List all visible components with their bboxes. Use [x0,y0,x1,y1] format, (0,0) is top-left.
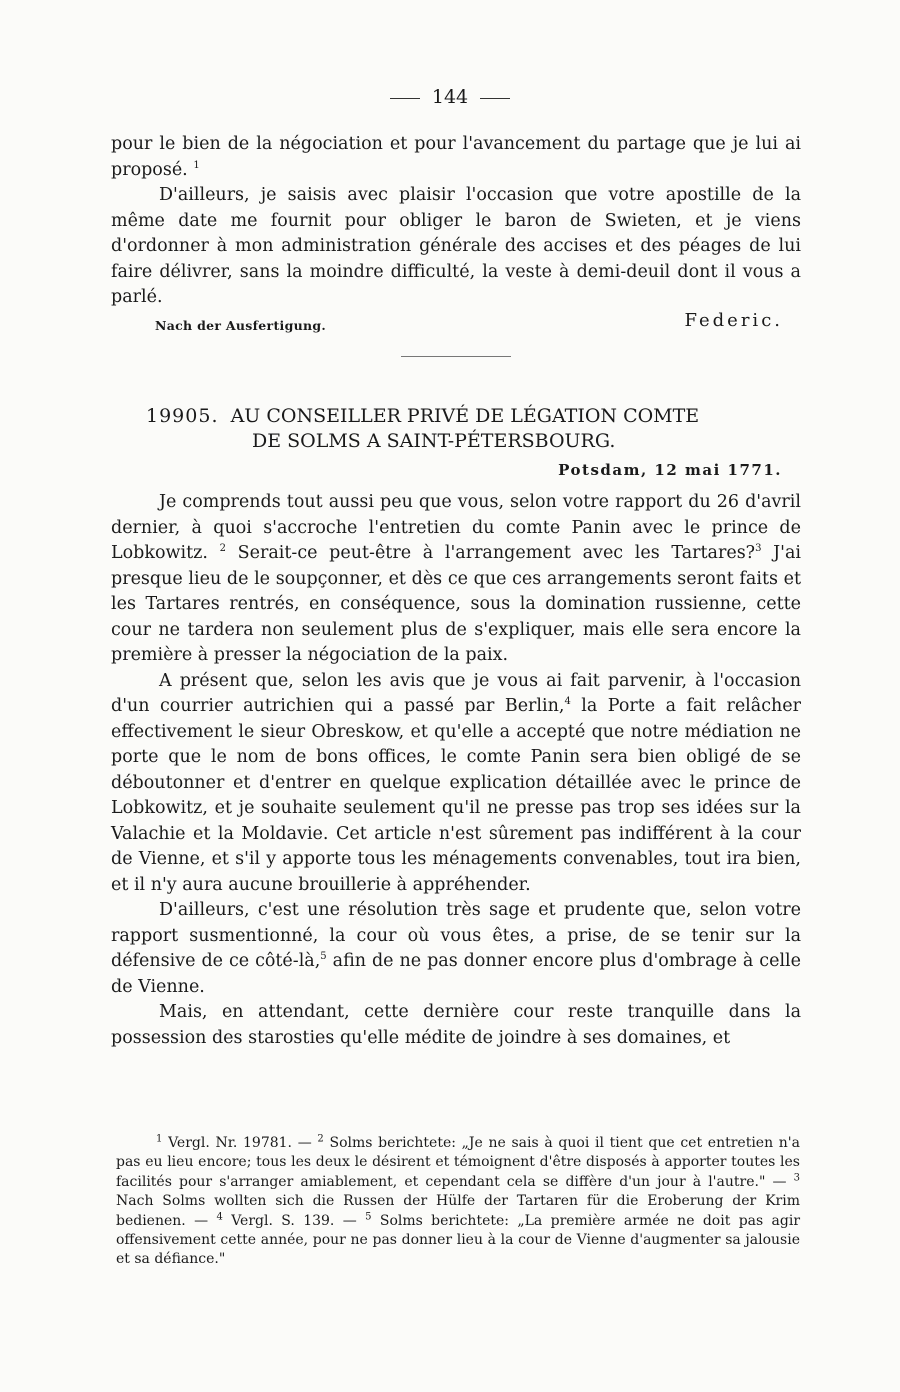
footnote-number: 5 [365,1210,372,1222]
section-divider [401,356,511,357]
footnote-marker: 1 [193,159,200,171]
footnote-number: 4 [216,1210,223,1222]
paragraph: D'ailleurs, je saisis avec plaisir l'occasion que votre apostille de la même date me fournit pour obliger le baron de Swieten, et je viens d'ordonner à mon administration générale des accises et des péages de lui faire délivrer, sans la moindre difficulté, la veste à demi-deuil dont il vous a parlé. [111,185,801,307]
letter-date: Potsdam, 12 mai 1771. [558,461,782,479]
footnote-marker: 2 [219,543,226,555]
header-dash-left [390,98,420,99]
previous-letter-ending [111,132,801,311]
letter-heading [146,404,806,454]
footnote-text: Vergl. S. 139. — [231,1212,357,1229]
heading-line-2: DE SOLMS A SAINT-PÉTERSBOURG. [252,430,616,452]
footnote-number: 2 [317,1133,324,1145]
paragraph: pour le bien de la négociation et pour l'avancement du partage que je lui ai proposé. $^1$ [111,134,801,180]
heading-line-1: AU CONSEILLER PRIVÉ DE LÉGATION COMTE [230,405,700,427]
footnote-number: 3 [793,1172,801,1184]
letter-number: 19905. [146,405,219,427]
footnote-marker: 4 [564,696,571,708]
footnote-marker: 5 [320,951,327,963]
footnote-number: 1 [156,1133,163,1145]
paragraph: Mais, en attendant, cette dernière cour reste tranquille dans la possession des starosties qu'elle médite de joindre à ses domaines, et [111,1002,801,1048]
paragraph: Je comprends tout aussi peu que vous, selon votre rapport du 26 d'avril dernier, à quoi s'accroche l'entretien du comte Panin avec le prince de Lobkowitz. $^2$ Serait-ce peut-être à l'arrangement avec les Tartares?$^3$ J'ai presque lieu de le soupçonner, et dès ce que ces arrangements seront faits et les Tartares rentrés, en conséquence, sous la domination russienne, cette cour ne tardera non seulement plus de s'expliquer, mais elle sera encore la première à presser la négociation de la paix. [111,492,801,665]
source-note: Nach der Ausfertigung. [155,318,327,333]
paragraph: D'ailleurs, c'est une résolution très sage et prudente que, selon votre rapport susmentionné, la cour où vous êtes, a prise, de se tenir sur la défensive de ce côté-là,$^5$ afin de ne pas donner encore plus d'ombrage à celle de Vienne. [111,900,801,997]
footnote-text: Vergl. Nr. 19781. — [168,1135,312,1151]
page-number: 144 [431,86,469,108]
footnote-text: Solms berichtete: „Je ne sais à quoi il tient que cet entretien n'a pas eu lieu encore; tous les deux le désirent et témoignent d'être disposés à apporter toutes les facilités pour s'arranger amiablement, et cependant cela se diffère d'un jour à l'autre." — [116,1135,801,1190]
footnote-text: Solms berichtete: „La première armée ne doit pas agir offensivement cette année, pour ne pas donner lieu à la cour de Vienne d'augmenter sa jalousie et sa défiance." [116,1212,801,1268]
footnotes [116,1134,800,1270]
footnote-text: Nach Solms wollten sich die Russen der Hülfe der Tartaren für die Eroberung der Krim bedienen. — [116,1193,800,1229]
letter-body [111,490,801,1051]
footnote-marker: 3 [755,543,762,555]
header-dash-right [480,98,510,99]
source-signature-row [111,310,783,338]
paragraph: A présent que, selon les avis que je vous ai fait parvenir, à l'occasion d'un courrier autrichien qui a passé par Berlin,$^4$ la Porte a fait relâcher effectivement le sieur Obreskow, et qu'elle a accepté que notre médiation ne porte que le nom de bons offices, le comte Panin sera bien obligé de se déboutonner et d'entrer en quelque explication détaillée avec le prince de Lobkowitz, et je souhaite seulement qu'il ne presse pas trop ses idées sur la Valachie et la Moldavie. Cet article n'est sûrement pas indifférent à la cour de Vienne, et s'il y apporte tous les ménagements convenables, tout ira bien, et il n'y aura aucune brouillerie à appréhender. [111,670,801,895]
signature: Federic. [684,310,783,331]
page-header [0,86,900,108]
